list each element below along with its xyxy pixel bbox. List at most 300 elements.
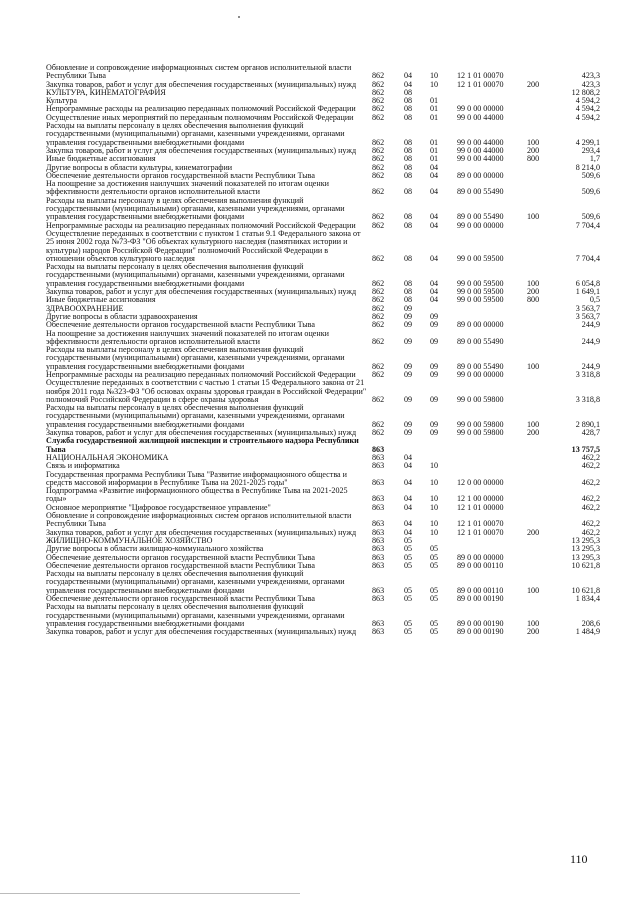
expense-type-code bbox=[527, 114, 554, 122]
expense-type-code: 200 bbox=[527, 145, 540, 155]
row-name: Основное мероприятие "Цифровое государственное управление" bbox=[46, 502, 271, 512]
ministry-code: 862 bbox=[372, 71, 385, 81]
row-name: Закупка товаров, работ и услуг для обеспечения государственных (муниципальных) нужд bbox=[46, 145, 357, 155]
table-row bbox=[46, 296, 600, 304]
target-article-code: 99 0 00 59500 bbox=[457, 278, 504, 288]
row-name: Расходы на выплаты персоналу в целях обеспечения выполнения функций государственными (муниципальными) органами, казенными учреждениями, органами управления государственными внебюджетными фондами bbox=[46, 195, 345, 222]
amount: 13 295,3 bbox=[571, 552, 600, 562]
target-article-code bbox=[457, 462, 527, 470]
ministry-code: 863 bbox=[372, 452, 385, 462]
row-name: Служба государственной жилищной инспекции и строительного надзора Республики Тыва bbox=[46, 436, 359, 454]
subsection-code: 05 bbox=[430, 618, 439, 628]
ministry-code: 862 bbox=[372, 187, 385, 197]
row-name: Другие вопросы в области здравоохранения bbox=[46, 311, 198, 321]
section-code: 04 bbox=[404, 494, 413, 504]
section-code: 08 bbox=[404, 212, 413, 222]
row-name: Обеспечение деятельности органов государственной власти Республики Тыва bbox=[46, 560, 315, 570]
section-code: 08 bbox=[404, 187, 413, 197]
target-article-code bbox=[457, 305, 527, 313]
ministry-code: 862 bbox=[372, 220, 385, 230]
subsection-code: 04 bbox=[430, 187, 439, 197]
subsection-code: 09 bbox=[430, 369, 439, 379]
expense-type-code bbox=[527, 487, 554, 504]
table-row bbox=[46, 487, 600, 504]
ministry-code: 862 bbox=[372, 212, 385, 222]
section-code: 04 bbox=[404, 79, 413, 89]
expense-type-code: 100 bbox=[527, 585, 540, 595]
section-code: 08 bbox=[404, 287, 413, 297]
amount: 1 834,4 bbox=[575, 594, 600, 603]
table-row bbox=[46, 230, 600, 263]
amount: 509,6 bbox=[581, 170, 600, 180]
amount: 462,2 bbox=[581, 502, 600, 512]
expense-type-code bbox=[527, 595, 554, 603]
ministry-code: 862 bbox=[372, 419, 385, 429]
amount: 462,2 bbox=[581, 527, 600, 537]
budget-document bbox=[46, 63, 600, 637]
subsection-code: 04 bbox=[430, 220, 439, 230]
row-name: НАЦИОНАЛЬНАЯ ЭКОНОМИКА bbox=[46, 452, 169, 462]
row-name: Осуществление переданных в соответствии с частью 1 статьи 15 Федерального закона от 21 ноября 2011 года №323-ФЗ "Об основах охраны здоровья граждан в Российской Федерации" полномочий Российской Федерации в сфере охраны здоровья bbox=[46, 378, 367, 404]
row-name: На поощрение за достижения наилучших значений показателей по итогам оценки эффективности деятельности органов исполнительной власти bbox=[46, 179, 329, 197]
ministry-code: 862 bbox=[372, 394, 385, 404]
section-code: 04 bbox=[404, 71, 413, 81]
target-article-code: 99 0 00 59500 bbox=[457, 287, 504, 297]
subsection-code: 05 bbox=[430, 585, 439, 595]
row-name: На поощрение за достижения наилучших значений показателей по итогам оценки эффективности деятельности органов исполнительной власти bbox=[46, 328, 329, 346]
subsection-code: 05 bbox=[430, 544, 439, 554]
amount: 509,6 bbox=[581, 187, 600, 197]
section-code: 04 bbox=[404, 502, 413, 512]
ministry-code: 862 bbox=[372, 104, 385, 114]
target-article-code: 89 0 00 00000 bbox=[457, 552, 504, 562]
ministry-code: 863 bbox=[372, 477, 385, 487]
section-code: 09 bbox=[404, 428, 413, 438]
ministry-code: 862 bbox=[372, 162, 385, 172]
subsection-code: 09 bbox=[430, 419, 439, 429]
row-name: Закупка товаров, работ и услуг для обеспечения государственных (муниципальных) нужд bbox=[46, 428, 357, 438]
target-article-code: 89 0 00 55490 bbox=[457, 336, 504, 346]
target-article-code: 89 0 00 00190 bbox=[457, 594, 504, 603]
amount: 462,2 bbox=[581, 494, 600, 504]
section-code: 08 bbox=[404, 162, 413, 172]
expense-type-code bbox=[527, 330, 554, 347]
row-name: Государственная программа Республики Тыва "Развитие информационного общества и средств массовой информации в Республике Тыва на 2021-2025 годы" bbox=[46, 469, 347, 487]
ministry-code: 862 bbox=[372, 287, 385, 297]
subsection-code: 10 bbox=[430, 477, 439, 487]
expense-type-code bbox=[527, 371, 554, 379]
target-article-code: 89 0 00 00110 bbox=[457, 560, 504, 570]
subsection-code: 09 bbox=[430, 320, 439, 330]
row-name: Непрограммные расходы на реализацию переданных полномочий Российской Федерации bbox=[46, 369, 356, 379]
row-name: Осуществление переданных в соответствии с пунктом 1 статьи 9.1 Федерального закона от 25 июня 2002 года №73-ФЗ "Об объектах культурного наследия (памятниках истории и культуры) народов Российской Федерации" полномочий Российской Федерации в отношении объектов культурного наследия bbox=[46, 228, 361, 263]
section-code: 09 bbox=[404, 311, 413, 321]
ministry-code: 863 bbox=[372, 461, 385, 471]
table-row bbox=[46, 122, 600, 147]
expense-type-code: 100 bbox=[527, 212, 540, 222]
subsection-code: 01 bbox=[430, 154, 439, 164]
target-article-code: 12 1 01 00000 bbox=[457, 502, 504, 512]
amount: 462,2 bbox=[581, 452, 600, 462]
target-article-code bbox=[457, 437, 527, 454]
amount: 3 318,8 bbox=[575, 394, 600, 404]
section-code: 08 bbox=[404, 137, 413, 147]
ministry-code: 862 bbox=[372, 428, 385, 438]
table-row bbox=[46, 512, 600, 529]
subsection-code: 04 bbox=[430, 162, 439, 172]
expense-type-code bbox=[527, 471, 554, 488]
budget-table-body bbox=[46, 64, 600, 636]
section-code: 09 bbox=[404, 320, 413, 330]
subsection-code: 04 bbox=[430, 170, 439, 180]
ministry-code: 863 bbox=[372, 502, 385, 512]
section-code: 05 bbox=[404, 535, 413, 545]
expense-type-code: 200 bbox=[527, 627, 540, 637]
amount: 3 563,7 bbox=[575, 311, 600, 321]
row-name: ЗДРАВООХРАНЕНИЕ bbox=[46, 303, 124, 313]
target-article-code: 12 1 01 00070 bbox=[457, 527, 504, 537]
subsection-code: 10 bbox=[430, 502, 439, 512]
target-article-code: 99 0 00 00000 bbox=[457, 369, 504, 379]
expense-type-code bbox=[527, 462, 554, 470]
ministry-code: 862 bbox=[372, 87, 385, 97]
section-code: 08 bbox=[404, 87, 413, 97]
subsection-code: 09 bbox=[430, 336, 439, 346]
target-article-code: 99 0 00 44000 bbox=[457, 137, 504, 147]
ministry-code: 862 bbox=[372, 361, 385, 371]
section-code: 04 bbox=[404, 461, 413, 471]
ministry-code: 862 bbox=[372, 278, 385, 288]
amount: 208,6 bbox=[581, 618, 600, 628]
table-row bbox=[46, 180, 600, 197]
amount: 244,9 bbox=[581, 320, 600, 330]
section-code: 09 bbox=[404, 394, 413, 404]
ministry-code: 862 bbox=[372, 79, 385, 89]
table-row bbox=[46, 454, 600, 462]
target-article-code: 12 1 00 00000 bbox=[457, 494, 504, 504]
ministry-code: 862 bbox=[372, 295, 385, 305]
table-row bbox=[46, 197, 600, 222]
ministry-code: 863 bbox=[372, 544, 385, 554]
ministry-code: 863 bbox=[372, 494, 385, 504]
expense-type-code bbox=[527, 230, 554, 263]
ministry-code: 863 bbox=[372, 627, 385, 637]
expense-type-code bbox=[527, 554, 554, 562]
row-name: Расходы на выплаты персоналу в целях обеспечения выполнения функций государственными (муниципальными) органами, казенными учреждениями, органами управления государственными внебюджетными фондами bbox=[46, 403, 345, 429]
section-code: 09 bbox=[404, 303, 413, 313]
expense-type-code bbox=[527, 437, 554, 454]
row-name: Иные бюджетные ассигнования bbox=[46, 154, 156, 164]
row-name: Расходы на выплаты персоналу в целях обеспечения выполнения функций государственными (муниципальными) органами, казенными учреждениями, органами управления государственными внебюджетными фондами bbox=[46, 569, 345, 595]
section-code bbox=[404, 437, 430, 454]
expense-type-code bbox=[527, 105, 554, 113]
ministry-code: 863 bbox=[372, 618, 385, 628]
section-code: 05 bbox=[404, 560, 413, 570]
section-code: 04 bbox=[404, 452, 413, 462]
ministry-code: 863 bbox=[372, 552, 385, 562]
expense-type-code: 100 bbox=[527, 419, 540, 429]
section-code: 08 bbox=[404, 154, 413, 164]
amount: 244,9 bbox=[581, 336, 600, 346]
section-code: 08 bbox=[404, 253, 413, 263]
section-code: 04 bbox=[404, 527, 413, 537]
amount: 4 594,2 bbox=[575, 96, 600, 106]
target-article-code: 12 1 01 00070 bbox=[457, 519, 504, 529]
expense-type-code: 100 bbox=[527, 361, 540, 371]
ministry-code: 862 bbox=[372, 112, 385, 122]
amount: 10 621,8 bbox=[571, 560, 600, 570]
amount: 7 704,4 bbox=[575, 220, 600, 230]
ministry-code: 862 bbox=[372, 137, 385, 147]
target-article-code: 99 0 00 00000 bbox=[457, 220, 504, 230]
expense-type-code bbox=[527, 562, 554, 570]
row-name: Обеспечение деятельности органов государственной власти Республики Тыва bbox=[46, 594, 315, 603]
row-name: Подпрограмма «Развитие информационного общества в Республике Тыва на 2021-2025 годы» bbox=[46, 486, 348, 504]
expense-type-code bbox=[527, 164, 554, 172]
section-code: 09 bbox=[404, 419, 413, 429]
subsection-code: 09 bbox=[430, 311, 439, 321]
ministry-code: 863 bbox=[372, 444, 385, 454]
section-code: 08 bbox=[404, 96, 413, 106]
section-code: 08 bbox=[404, 104, 413, 114]
ministry-code: 862 bbox=[372, 320, 385, 330]
subsection-code: 10 bbox=[430, 79, 439, 89]
ministry-code: 862 bbox=[372, 303, 385, 313]
budget-table bbox=[46, 64, 600, 636]
target-article-code: 99 0 00 59500 bbox=[457, 295, 504, 305]
amount: 10 621,8 bbox=[571, 585, 600, 595]
target-article-code: 99 0 00 44000 bbox=[457, 112, 504, 122]
amount: 462,2 bbox=[581, 477, 600, 487]
ministry-code: 863 bbox=[372, 535, 385, 545]
table-row bbox=[46, 471, 600, 488]
ministry-code: 862 bbox=[372, 336, 385, 346]
row-name: Обновление и сопровождение информационных систем органов исполнительной власти Республики Тыва bbox=[46, 63, 352, 81]
ministry-code: 863 bbox=[372, 560, 385, 570]
expense-type-code: 200 bbox=[527, 527, 540, 537]
amount: 12 808,2 bbox=[571, 87, 600, 97]
target-article-code: 99 0 00 00000 bbox=[457, 104, 504, 114]
amount: 0,5 bbox=[589, 295, 600, 305]
subsection-code: 10 bbox=[430, 519, 439, 529]
target-article-code: 99 0 00 44000 bbox=[457, 145, 504, 155]
target-article-code: 89 0 00 00190 bbox=[457, 618, 504, 628]
table-row bbox=[46, 437, 600, 454]
amount: 1 484,9 bbox=[575, 627, 600, 637]
target-article-code: 89 0 00 00110 bbox=[457, 585, 504, 595]
expense-type-code bbox=[527, 97, 554, 105]
target-article-code: 12 1 01 00070 bbox=[457, 71, 504, 81]
target-article-code: 99 0 00 44000 bbox=[457, 154, 504, 164]
expense-type-code: 200 bbox=[527, 428, 540, 438]
section-code: 08 bbox=[404, 145, 413, 155]
target-article-code: 99 0 00 59800 bbox=[457, 419, 504, 429]
expense-type-code bbox=[527, 504, 554, 512]
row-name: КУЛЬТУРА, КИНЕМАТОГРАФИЯ bbox=[46, 87, 166, 97]
table-row bbox=[46, 379, 600, 404]
target-article-code: 99 0 00 59800 bbox=[457, 428, 504, 438]
subsection-code: 01 bbox=[430, 145, 439, 155]
ministry-code: 862 bbox=[372, 154, 385, 164]
section-code: 05 bbox=[404, 552, 413, 562]
ministry-code: 863 bbox=[372, 527, 385, 537]
subsection-code: 10 bbox=[430, 461, 439, 471]
expense-type-code: 200 bbox=[527, 287, 540, 297]
amount: 4 594,2 bbox=[575, 112, 600, 122]
subsection-code: 01 bbox=[430, 104, 439, 114]
row-name: Непрограммные расходы на реализацию переданных полномочий Российской Федерации bbox=[46, 104, 356, 114]
section-code: 05 bbox=[404, 594, 413, 603]
row-name: Иные бюджетные ассигнования bbox=[46, 295, 156, 305]
target-article-code: 89 0 00 00190 bbox=[457, 627, 504, 637]
row-name: Расходы на выплаты персоналу в целях обеспечения выполнения функций государственными (муниципальными) органами, казенными учреждениями, органами управления государственными внебюджетными фондами bbox=[46, 602, 345, 628]
amount: 13 295,3 bbox=[571, 544, 600, 554]
row-name: Непрограммные расходы на реализацию переданных полномочий Российской Федерации bbox=[46, 220, 356, 230]
ministry-code: 862 bbox=[372, 170, 385, 180]
section-code: 05 bbox=[404, 585, 413, 595]
amount: 423,3 bbox=[581, 79, 600, 89]
row-name: Обеспечение деятельности органов государственной власти Республики Тыва bbox=[46, 320, 315, 330]
amount: 428,7 bbox=[581, 428, 600, 438]
subsection-code: 05 bbox=[430, 560, 439, 570]
expense-type-code bbox=[527, 512, 554, 529]
subsection-code: 10 bbox=[430, 527, 439, 537]
subsection-code: 04 bbox=[430, 212, 439, 222]
ministry-code: 863 bbox=[372, 519, 385, 529]
table-row bbox=[46, 603, 600, 628]
target-article-code: 89 0 00 55490 bbox=[457, 212, 504, 222]
row-name: Другие вопросы в области жилищно-коммунального хозяйства bbox=[46, 544, 264, 554]
row-name: Обеспечение деятельности органов государственной власти Республики Тыва bbox=[46, 170, 315, 180]
amount: 423,3 bbox=[581, 71, 600, 81]
subsection-code: 05 bbox=[430, 552, 439, 562]
row-name: Культура bbox=[46, 96, 78, 106]
table-row bbox=[46, 263, 600, 288]
amount: 1 649,1 bbox=[575, 287, 600, 297]
table-row bbox=[46, 89, 600, 97]
subsection-code: 04 bbox=[430, 253, 439, 263]
ministry-code: 862 bbox=[372, 311, 385, 321]
table-row bbox=[46, 404, 600, 429]
section-code: 05 bbox=[404, 544, 413, 554]
expense-type-code bbox=[527, 305, 554, 313]
expense-type-code: 200 bbox=[527, 79, 540, 89]
row-name: Закупка товаров, работ и услуг для обеспечения государственных (муниципальных) нужд bbox=[46, 527, 357, 537]
expense-type-code: 100 bbox=[527, 278, 540, 288]
expense-type-code: 100 bbox=[527, 137, 540, 147]
table-row bbox=[46, 570, 600, 595]
section-code: 09 bbox=[404, 361, 413, 371]
amount: 6 054,8 bbox=[575, 278, 600, 288]
amount: 462,2 bbox=[581, 519, 600, 529]
amount: 13 757,5 bbox=[571, 444, 600, 454]
section-code: 04 bbox=[404, 477, 413, 487]
section-code: 08 bbox=[404, 112, 413, 122]
subsection-code: 09 bbox=[430, 361, 439, 371]
table-row bbox=[46, 64, 600, 81]
bottom-scan-line bbox=[0, 893, 300, 894]
subsection-code: 10 bbox=[430, 71, 439, 81]
page-number: 110 bbox=[570, 852, 588, 866]
ministry-code: 862 bbox=[372, 253, 385, 263]
section-code: 05 bbox=[404, 627, 413, 637]
amount: 293,4 bbox=[581, 145, 600, 155]
expense-type-code bbox=[527, 545, 554, 553]
row-name: Закупка товаров, работ и услуг для обеспечения государственных (муниципальных) нужд bbox=[46, 627, 357, 637]
amount: 4 594,2 bbox=[575, 104, 600, 114]
target-article-code bbox=[457, 537, 527, 545]
target-article-code bbox=[457, 89, 527, 97]
subsection-code: 01 bbox=[430, 137, 439, 147]
amount: 462,2 bbox=[581, 461, 600, 471]
ministry-code: 863 bbox=[372, 585, 385, 595]
subsection-code: 09 bbox=[430, 428, 439, 438]
subsection-code: 05 bbox=[430, 594, 439, 603]
row-name: Расходы на выплаты персоналу в целях обеспечения выполнения функций государственными (муниципальными) органами, казенными учреждениями, органами управления государственными внебюджетными фондами bbox=[46, 345, 345, 371]
row-name: Расходы на выплаты персоналу в целях обеспечения выполнения функций государственными (муниципальными) органами, казенными учреждениями, органами управления государственными внебюджетными фондами bbox=[46, 121, 345, 147]
target-article-code: 89 0 00 00000 bbox=[457, 320, 504, 330]
subsection-code: 04 bbox=[430, 295, 439, 305]
amount: 8 214,0 bbox=[575, 162, 600, 172]
amount: 244,9 bbox=[581, 361, 600, 371]
ministry-code: 862 bbox=[372, 145, 385, 155]
section-code: 09 bbox=[404, 336, 413, 346]
target-article-code: 89 0 00 00000 bbox=[457, 170, 504, 180]
amount: 509,6 bbox=[581, 212, 600, 222]
ministry-code: 862 bbox=[372, 96, 385, 106]
subsection-code: 09 bbox=[430, 394, 439, 404]
row-name: Другие вопросы в области культуры, кинематографии bbox=[46, 162, 233, 172]
amount: 3 563,7 bbox=[575, 303, 600, 313]
expense-type-code bbox=[527, 222, 554, 230]
section-code: 08 bbox=[404, 220, 413, 230]
target-article-code: 12 1 01 00070 bbox=[457, 79, 504, 89]
row-name: ЖИЛИЩНО-КОММУНАЛЬНОЕ ХОЗЯЙСТВО bbox=[46, 535, 213, 545]
subsection-code: 01 bbox=[430, 96, 439, 106]
table-row bbox=[46, 330, 600, 347]
row-name: Осуществление иных мероприятий по переданным полномочиям Российской Федерации bbox=[46, 112, 354, 122]
amount: 7 704,4 bbox=[575, 253, 600, 263]
expense-type-code: 100 bbox=[527, 618, 540, 628]
section-code: 04 bbox=[404, 519, 413, 529]
table-row bbox=[46, 628, 600, 636]
subsection-code bbox=[430, 437, 457, 454]
target-article-code: 99 0 00 59800 bbox=[457, 394, 504, 404]
expense-type-code bbox=[527, 64, 554, 81]
subsection-code: 01 bbox=[430, 112, 439, 122]
target-article-code: 12 0 00 00000 bbox=[457, 477, 504, 487]
row-name: Обеспечение деятельности органов государственной власти Республики Тыва bbox=[46, 552, 315, 562]
amount: 4 299,1 bbox=[575, 137, 600, 147]
expense-type-code: 800 bbox=[527, 154, 540, 164]
expense-type-code bbox=[527, 313, 554, 321]
row-name: Закупка товаров, работ и услуг для обеспечения государственных (муниципальных) нужд bbox=[46, 79, 357, 89]
amount: 2 890,1 bbox=[575, 419, 600, 429]
expense-type-code: 800 bbox=[527, 295, 540, 305]
expense-type-code bbox=[527, 379, 554, 404]
target-article-code: 89 0 00 55490 bbox=[457, 187, 504, 197]
subsection-code: 04 bbox=[430, 287, 439, 297]
target-article-code: 89 0 00 55490 bbox=[457, 361, 504, 371]
row-name: Закупка товаров, работ и услуг для обеспечения государственных (муниципальных) нужд bbox=[46, 287, 357, 297]
ministry-code: 862 bbox=[372, 369, 385, 379]
section-code: 08 bbox=[404, 278, 413, 288]
section-code: 08 bbox=[404, 170, 413, 180]
subsection-code: 05 bbox=[430, 627, 439, 637]
expense-type-code bbox=[527, 321, 554, 329]
expense-type-code bbox=[527, 454, 554, 462]
section-code: 08 bbox=[404, 295, 413, 305]
